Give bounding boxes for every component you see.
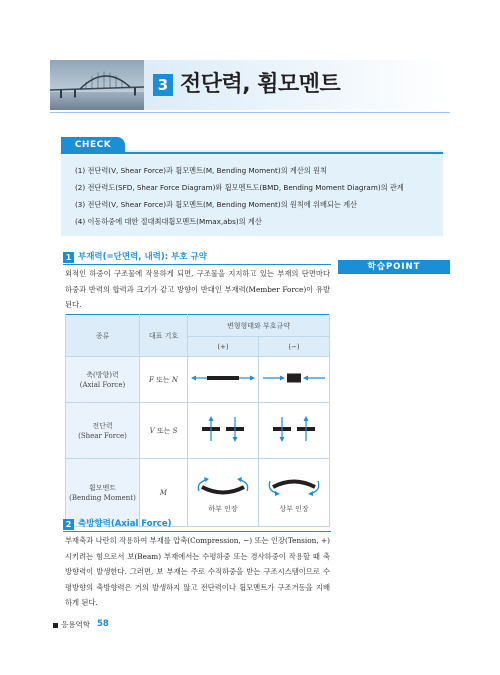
shear-symbol-s: S <box>172 426 178 435</box>
check-item-4: (4) 이동하중에 대한 절대최대휨모멘트(Mmax,abs)의 계산 <box>75 217 262 226</box>
axial-tension-diagram <box>188 357 259 403</box>
row-shear-symbol <box>140 403 188 459</box>
section-2-rule <box>63 531 331 532</box>
shear-symbol-connector: 또는 <box>156 426 171 435</box>
footer-book-title: 응용역학 <box>61 620 90 629</box>
axial-compression-diagram <box>259 357 330 403</box>
row-shear-name <box>66 403 140 459</box>
header-deformation: 변형형태와 부호규약 <box>188 315 330 337</box>
row-moment-name <box>66 459 140 527</box>
section-1-title: 부재력(=단면력, 내력): 부호 규약 <box>78 252 207 262</box>
moment-positive-caption: 하부 인장 <box>208 505 238 513</box>
axial-symbol-connector: 또는 <box>156 375 170 384</box>
header-kind: 종류 <box>66 315 140 357</box>
shear-name-en: (Shear Force) <box>78 431 127 440</box>
section-1-rule <box>63 264 331 265</box>
table-row <box>66 357 330 403</box>
footer-page-number: 58 <box>97 619 109 629</box>
check-item-3: (3) 전단력(V, Shear Force)과 휨모멘트(M, Bending Moment)의 원칙에 위배되는 계산 <box>75 200 357 209</box>
moment-name-en: (Bending Moment) <box>69 493 136 502</box>
section-1-number: 1 <box>63 252 74 263</box>
moment-positive-cell <box>188 459 259 527</box>
chapter-title: 전단력, 휨모멘트 <box>180 72 341 97</box>
table-row <box>66 459 330 527</box>
check-label: CHECK <box>61 137 125 153</box>
header-divider <box>50 112 450 113</box>
axial-symbol-f: F <box>149 375 154 384</box>
row-axial-name <box>66 357 140 403</box>
moment-negative-caption: 상부 인장 <box>279 505 309 513</box>
table-row <box>66 403 330 459</box>
moment-sagging-diagram <box>190 471 256 501</box>
shear-positive-diagram <box>188 403 259 459</box>
check-item-2: (2) 전단력도(SFD, Shear Force Diagram)와 휨모멘트도(BMD, Bending Moment Diagram)의 관계 <box>75 183 404 192</box>
moment-negative-cell <box>259 459 330 527</box>
axial-name-ko: 축(방향)력 <box>86 370 119 379</box>
axial-symbol-n: N <box>171 375 178 384</box>
section-1-paragraph: 외적인 하중이 구조물에 작용하게 되면, 구조물을 지지하고 있는 부재의 단면마다 하중과 반력의 합력과 크기가 같고 방향이 반대인 부재력(Member Force)이 유발된다. <box>65 269 330 309</box>
header-positive: (+) <box>188 337 259 357</box>
section-2-title: 축방향력(Axial Force) <box>78 519 172 529</box>
header-symbol: 대표 기호 <box>140 315 188 357</box>
learning-point-tag: 학습POINT <box>338 260 450 274</box>
shear-name-ko: 전단력 <box>92 421 113 430</box>
section-2-number: 2 <box>63 519 74 530</box>
chapter-number: 3 <box>153 74 173 96</box>
axial-name-en: (Axial Force) <box>79 380 126 389</box>
header-negative: (−) <box>259 337 330 357</box>
check-item-1: (1) 전단력(V, Shear Force)과 휨모멘트(M, Bending Moment)의 계산의 원칙 <box>75 166 327 175</box>
shear-negative-diagram <box>259 403 330 459</box>
sign-convention-table <box>65 314 330 527</box>
bridge-photo <box>50 60 144 110</box>
moment-name-ko: 휨모멘트 <box>88 483 117 492</box>
row-axial-symbol <box>140 357 188 403</box>
row-moment-symbol <box>140 459 188 527</box>
moment-hogging-diagram <box>261 471 327 501</box>
footer-square-icon <box>53 623 58 628</box>
section-2-paragraph: 부재축과 나란히 작용하여 부재를 압축(Compression, −) 또는 인장(Tension, +) 시키려는 힘으로서 보(Beam) 부재에서는 수평하중 또는 경사하중이 작용할 때 축방향력이 발생한다. 그러면, 보 부재는 주로 수직하중을 받는 구조시스템이므로 수평방향의 축방향력은 거의 발생하지 않고 전단력이나 휨모멘트가 구조거동을 지배하게 된다. <box>65 536 330 607</box>
shear-symbol-v: V <box>149 426 155 435</box>
moment-symbol-m: M <box>159 488 168 497</box>
